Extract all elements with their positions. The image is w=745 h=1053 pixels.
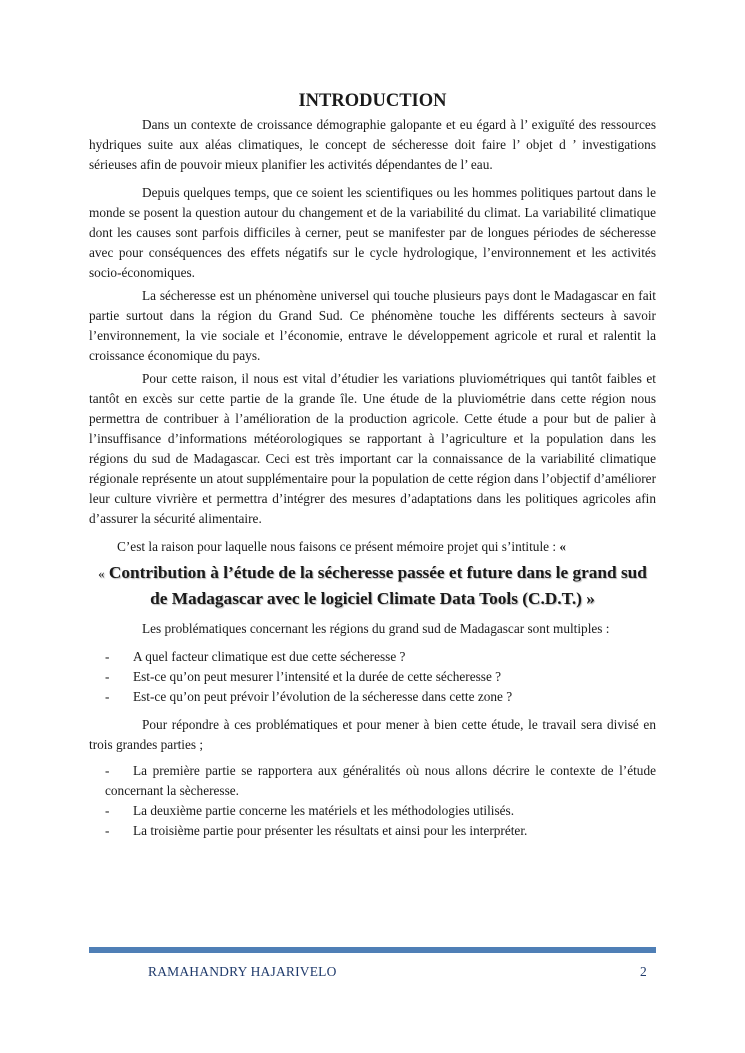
list-item: - Est-ce qu’on peut mesurer l’intensité et la durée de cette sécheresse ? — [89, 667, 656, 687]
list-bullet: - — [105, 669, 110, 684]
paragraph-drought-madagascar: La sécheresse est un phénomène universel qui touche plusieurs pays dont le Madagascar en fait partie surtout dans la région du Grand Sud. Ce phénomène touche les différents secteurs à savoir l’environnement, la vie sociale et l’économie, entrave le développement agricole et rural et ralentit la croissance économique du pays. — [89, 288, 656, 363]
thesis-title-open-quote: « — [98, 566, 105, 581]
list-item: - La deuxième partie concerne les matériels et les méthodologies utilisés. — [89, 801, 656, 821]
list-item: - La troisième partie pour présenter les résultats et ainsi pour les interpréter. — [89, 821, 656, 841]
thesis-title-text: Contribution à l’étude de la sécheresse passée et future dans le grand sud de Madagascar avec le logiciel Climate Data Tools (C.D.T.) » — [108, 563, 647, 608]
paragraph-climate-variability: Depuis quelques temps, que ce soient les scientifiques ou les hommes politiques partout dans le monde se posent la question autour du changement et de la variabilité du climat. La variabilité climatique dont les causes sont parfois difficiles à cerner, peut se manifester par de longues périodes de sécheresse avec pour conséquences des effets négatifs sur le cycle hydrologique, l’environnement et les activités socio-économiques. — [89, 185, 656, 280]
thesis-intro-quote: « — [559, 539, 567, 554]
page-number: 2 — [640, 964, 647, 979]
list-bullet: - — [105, 763, 110, 778]
paragraph-thesis-intro — [89, 537, 656, 557]
list-bullet: - — [105, 803, 110, 818]
list-item: - La première partie se rapportera aux généralités où nous allons décrire le contexte de l’étude concernant la sècheresse. — [105, 763, 656, 798]
footer-author: RAMAHANDRY HAJARIVELO — [148, 964, 337, 979]
list-item: - Est-ce qu’on peut prévoir l’évolution de la sécheresse dans cette zone ? — [89, 687, 656, 707]
paragraph-structure: Pour répondre à ces problématiques et pour mener à bien cette étude, le travail sera divisé en trois grandes parties ; — [89, 717, 656, 752]
question-list — [89, 647, 656, 707]
paragraph-context: Dans un contexte de croissance démographie galopante et eu égard à l’ exiguïté des ressources hydriques suite aux aléas climatiques, le concept de sécheresse doit faire l’ objet d ’ investigations sérieuses afin de pouvoir mieux planifier les activités dépendantes de l’ eau. — [89, 117, 656, 172]
list-bullet: - — [105, 649, 110, 664]
page-body — [89, 90, 656, 841]
list-bullet: - — [105, 823, 110, 838]
parts-list — [89, 761, 656, 841]
paragraph-study-purpose: Pour cette raison, il nous est vital d’étudier les variations pluviométriques qui tantôt faibles et tantôt en excès sur cette partie de la grande île. Une étude de la pluviométrie dans cette région nous permettra de contribuer à l’amélioration de la production agricole. Cette étude a pour but de palier à l’insuffisance d’informations météorologiques se rapportant à l’agriculture et la population dans les régions du sud de Madagascar. Ceci est très important car la connaissance de la variabilité climatique régionale représente un atout supplémentaire pour la population de cette région dans l’objectif d’améliorer leur culture vivrière et permettra d’intégrer des mesures d’adaptations dans les politiques agricoles afin d’assurer la sécurité alimentaire. — [89, 371, 656, 526]
paragraph-problems: Les problématiques concernant les régions du grand sud de Madagascar sont multiples : — [142, 621, 610, 636]
footer-divider — [89, 947, 656, 953]
list-item: - A quel facteur climatique est due cette sécheresse ? — [89, 647, 656, 667]
page-title: INTRODUCTION — [298, 91, 447, 111]
thesis-intro-text: C’est la raison pour laquelle nous faisons ce présent mémoire projet qui s’intitule : — [117, 539, 557, 554]
thesis-title — [89, 560, 656, 611]
list-bullet: - — [105, 689, 110, 704]
